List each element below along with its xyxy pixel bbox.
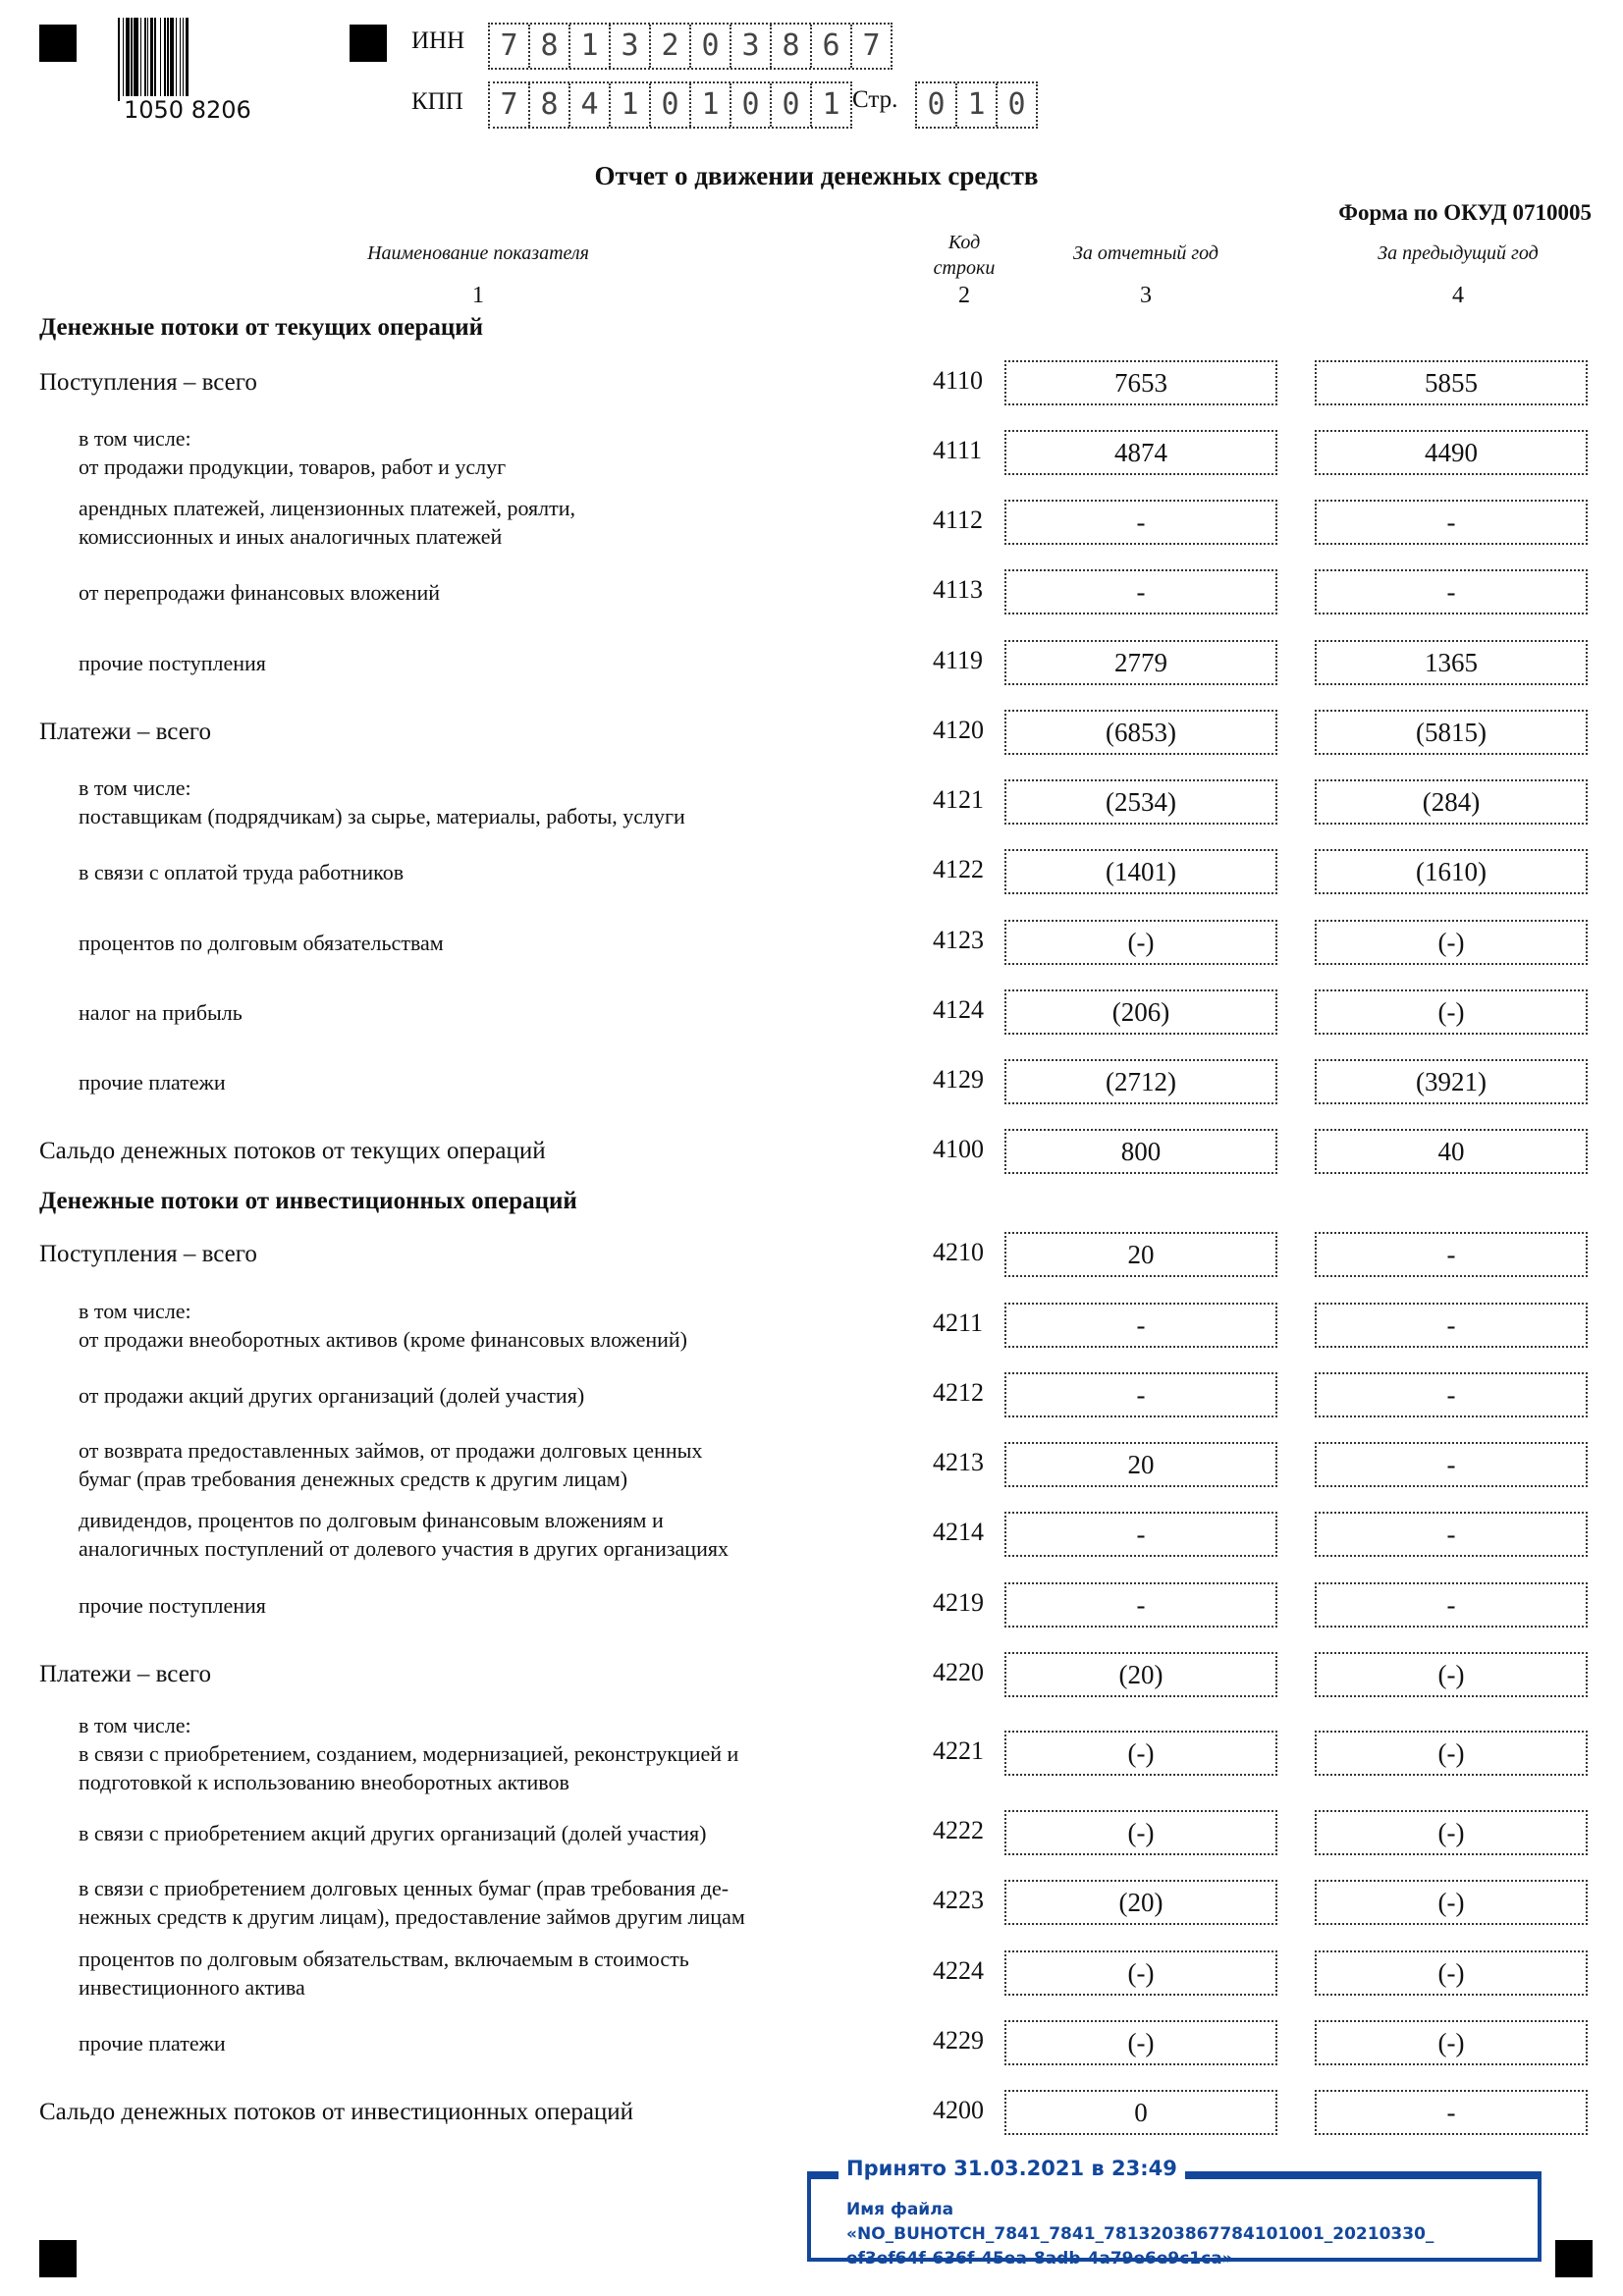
- row-label-line: подготовкой к использованию внеоборотных активов: [79, 1769, 569, 1794]
- row-label-line: прочие платежи: [79, 1069, 226, 1095]
- value-previous-year: -: [1315, 500, 1588, 545]
- value-previous-year: 5855: [1315, 360, 1588, 405]
- digit-cell: 1: [822, 87, 840, 122]
- row-code: 4210: [933, 1238, 984, 1266]
- value-previous-year: (-): [1315, 1880, 1588, 1925]
- section-heading-operating: Денежные потоки от текущих операций: [39, 314, 484, 341]
- row-label: [79, 494, 575, 551]
- digit-cell: 1: [570, 25, 611, 68]
- value-current-year: (-): [1004, 1950, 1277, 1996]
- row-label-line: в том числе:: [79, 426, 191, 451]
- inn-field: [488, 23, 893, 70]
- row-code: 4100: [933, 1135, 984, 1163]
- value-previous-year: -: [1315, 1232, 1588, 1277]
- row-label: [79, 578, 440, 607]
- row-label: [79, 858, 404, 886]
- row-code: 4129: [933, 1065, 984, 1094]
- corner-marker: [39, 25, 77, 62]
- digit-cell: 2: [651, 25, 691, 68]
- value-previous-year: -: [1315, 1582, 1588, 1628]
- digit-cell: 7: [490, 83, 530, 127]
- row-label-line: Платежи – всего: [39, 719, 211, 745]
- row-label-line: инвестиционного актива: [79, 1975, 305, 2000]
- row-label: [79, 929, 444, 957]
- row-label-line: от продажи продукции, товаров, работ и услуг: [79, 454, 507, 479]
- value-current-year: (-): [1004, 1731, 1277, 1776]
- row-label: [39, 718, 211, 747]
- row-label: [79, 1506, 729, 1563]
- row-label-line: в том числе:: [79, 775, 191, 800]
- row-label-line: в том числе:: [79, 1712, 191, 1737]
- row-label-line: в связи с приобретением, созданием, модернизацией, реконструкцией и: [79, 1740, 739, 1766]
- page-label: Стр.: [852, 86, 898, 113]
- column-number: 2: [958, 283, 970, 308]
- barcode-number: 1050 8206: [124, 96, 251, 124]
- row-code: 4119: [933, 646, 984, 674]
- column-number: 1: [472, 283, 484, 308]
- row-code: 4222: [933, 1816, 984, 1844]
- digit-cell: 0: [651, 83, 691, 127]
- value-current-year: (-): [1004, 2020, 1277, 2065]
- value-previous-year: -: [1315, 2090, 1588, 2135]
- digit-cell: 0: [772, 83, 812, 127]
- row-label-line: налог на прибыль: [79, 999, 243, 1025]
- barcode: [118, 18, 214, 101]
- row-code: 4229: [933, 2026, 984, 2055]
- digit-cell: 0: [1007, 87, 1026, 122]
- section-heading-investing: Денежные потоки от инвестиционных операций: [39, 1188, 577, 1214]
- value-previous-year: (5815): [1315, 710, 1588, 755]
- value-previous-year: -: [1315, 569, 1588, 614]
- value-current-year: (-): [1004, 1810, 1277, 1855]
- row-code: 4112: [933, 506, 984, 534]
- row-label: [79, 2029, 226, 2057]
- corner-marker: [350, 25, 387, 62]
- row-label: [39, 368, 257, 398]
- row-code: 4200: [933, 2096, 984, 2124]
- form-code: Форма по ОКУД 0710005: [1338, 200, 1592, 225]
- row-label: [79, 1436, 702, 1493]
- row-label: [79, 424, 506, 481]
- row-label-line: в связи с приобретением долговых ценных бумаг (прав требования де-: [79, 1876, 730, 1900]
- digit-cell: 3: [731, 25, 772, 68]
- value-current-year: 20: [1004, 1232, 1277, 1277]
- value-current-year: -: [1004, 1582, 1277, 1628]
- value-current-year: 2779: [1004, 640, 1277, 685]
- value-previous-year: 40: [1315, 1129, 1588, 1174]
- value-current-year: (20): [1004, 1880, 1277, 1925]
- inn-label: ИНН: [411, 27, 465, 54]
- row-label-line: процентов по долговым обязательствам, включаемым в стоимость: [79, 1947, 689, 1971]
- digit-cell: 1: [691, 83, 731, 127]
- row-code: 4220: [933, 1658, 984, 1686]
- column-header-current-year: За отчетный год: [1072, 242, 1219, 264]
- digit-cell: 0: [691, 25, 731, 68]
- value-current-year: 20: [1004, 1442, 1277, 1487]
- row-label-line: в том числе:: [79, 1299, 191, 1323]
- value-current-year: 7653: [1004, 360, 1277, 405]
- page-number-field: [915, 81, 1038, 129]
- row-label-line: нежных средств к другим лицам), предоставление займов другим лицам: [79, 1904, 745, 1929]
- digit-cell: 7: [490, 25, 530, 68]
- row-code: 4120: [933, 716, 984, 744]
- row-code: 4224: [933, 1956, 984, 1985]
- column-number: 4: [1452, 283, 1464, 308]
- digit-cell: 8: [772, 25, 812, 68]
- row-label-line: Платежи – всего: [39, 1661, 211, 1687]
- value-current-year: (1401): [1004, 849, 1277, 894]
- row-label-line: от возврата предоставленных займов, от продажи долговых ценных: [79, 1438, 703, 1463]
- row-label: [39, 1137, 546, 1166]
- digit-cell: 8: [530, 83, 570, 127]
- row-label: [79, 1819, 706, 1847]
- row-code: 4124: [933, 995, 984, 1024]
- value-current-year: (-): [1004, 920, 1277, 965]
- row-code: 4113: [933, 575, 984, 604]
- value-current-year: -: [1004, 1372, 1277, 1417]
- row-label-line: Поступления – всего: [39, 1241, 257, 1267]
- corner-marker: [1555, 2240, 1593, 2277]
- value-previous-year: (-): [1315, 1731, 1588, 1776]
- row-label-line: Сальдо денежных потоков от инвестиционных операций: [39, 2099, 634, 2125]
- row-label: [79, 1591, 266, 1620]
- row-code: 4111: [933, 436, 983, 464]
- value-previous-year: -: [1315, 1372, 1588, 1417]
- digit-cell: 6: [812, 25, 852, 68]
- row-label-line: в связи с оплатой труда работников: [79, 859, 405, 884]
- row-label: [39, 1660, 211, 1689]
- row-label: [79, 1945, 689, 2002]
- row-label: [79, 1068, 226, 1096]
- value-previous-year: (-): [1315, 1652, 1588, 1697]
- row-label: [39, 2098, 633, 2127]
- digit-cell: 7: [862, 28, 881, 63]
- row-label: [79, 1297, 687, 1354]
- column-number: 3: [1140, 283, 1152, 308]
- digit-cell: 0: [731, 83, 772, 127]
- file-name-line1: Имя файла «NO_BUHOTCH_7841_7841_7813203867784101001_20210330_: [846, 2200, 1434, 2244]
- column-header-code-line2: строки: [933, 257, 996, 279]
- row-label: [79, 1381, 584, 1410]
- row-code: 4122: [933, 855, 984, 883]
- value-previous-year: (-): [1315, 1950, 1588, 1996]
- row-label: [79, 774, 685, 830]
- row-code: 4212: [933, 1378, 984, 1407]
- row-code: 4219: [933, 1588, 984, 1617]
- accepted-timestamp: Принято 31.03.2021 в 23:49: [839, 2157, 1185, 2180]
- row-label: [79, 998, 243, 1027]
- value-previous-year: (284): [1315, 779, 1588, 825]
- row-label: [39, 1240, 257, 1269]
- row-label-line: прочие поступления: [79, 650, 266, 675]
- digit-cell: 1: [611, 83, 651, 127]
- value-current-year: (2534): [1004, 779, 1277, 825]
- row-code: 4211: [933, 1308, 984, 1337]
- row-label-line: Поступления – всего: [39, 369, 257, 396]
- column-header-previous-year: За предыдущий год: [1378, 242, 1539, 264]
- value-previous-year: (-): [1315, 1810, 1588, 1855]
- value-previous-year: -: [1315, 1303, 1588, 1348]
- row-label: [79, 1874, 745, 1931]
- file-name-line2: ef3ef64f-636f-45ea-8adb-4a79e6e9c1ca»: [846, 2249, 1233, 2269]
- row-label-line: от продажи внеоборотных активов (кроме финансовых вложений): [79, 1327, 687, 1352]
- document-title: Отчет о движении денежных средств: [594, 161, 1039, 190]
- value-current-year: -: [1004, 1303, 1277, 1348]
- value-current-year: -: [1004, 569, 1277, 614]
- acceptance-stamp: [807, 2157, 1542, 2269]
- row-label-line: процентов по долговым обязательствам: [79, 930, 444, 955]
- row-label-line: комиссионных и иных аналогичных платежей: [79, 524, 503, 549]
- value-current-year: (2712): [1004, 1059, 1277, 1104]
- value-previous-year: 4490: [1315, 430, 1588, 475]
- row-label-line: прочие поступления: [79, 1592, 266, 1618]
- value-current-year: (206): [1004, 989, 1277, 1035]
- value-current-year: 4874: [1004, 430, 1277, 475]
- row-code: 4123: [933, 926, 984, 954]
- digit-cell: 1: [957, 83, 998, 127]
- value-previous-year: (-): [1315, 2020, 1588, 2065]
- row-code: 4121: [933, 785, 984, 814]
- column-header-name: Наименование показателя: [367, 242, 589, 264]
- value-previous-year: (3921): [1315, 1059, 1588, 1104]
- value-previous-year: -: [1315, 1442, 1588, 1487]
- value-current-year: -: [1004, 500, 1277, 545]
- column-header-code-line1: Код: [947, 232, 981, 253]
- kpp-label: КПП: [411, 88, 463, 115]
- row-code: 4221: [933, 1736, 984, 1765]
- value-current-year: 0: [1004, 2090, 1277, 2135]
- row-label: [79, 649, 266, 677]
- value-previous-year: (1610): [1315, 849, 1588, 894]
- row-label-line: в связи с приобретением акций других организаций (долей участия): [79, 1820, 707, 1845]
- row-label-line: бумаг (прав требования денежных средств к другим лицам): [79, 1467, 628, 1491]
- row-label-line: от перепродажи финансовых вложений: [79, 579, 440, 605]
- digit-cell: 8: [530, 25, 570, 68]
- row-code: 4213: [933, 1448, 984, 1476]
- corner-marker: [39, 2240, 77, 2277]
- row-label: [79, 1711, 738, 1796]
- digit-cell: 3: [611, 25, 651, 68]
- value-current-year: (6853): [1004, 710, 1277, 755]
- value-current-year: -: [1004, 1512, 1277, 1557]
- row-label-line: прочие платежи: [79, 2030, 226, 2056]
- row-code: 4223: [933, 1886, 984, 1914]
- row-code: 4214: [933, 1518, 984, 1546]
- barcode-bar: [186, 18, 189, 101]
- value-current-year: (20): [1004, 1652, 1277, 1697]
- value-previous-year: -: [1315, 1512, 1588, 1557]
- row-label-line: от продажи акций других организаций (долей участия): [79, 1382, 585, 1408]
- kpp-field: [488, 81, 852, 129]
- digit-cell: 4: [570, 83, 611, 127]
- row-label-line: аналогичных поступлений от долевого участия в других организациях: [79, 1536, 729, 1561]
- row-label-line: арендных платежей, лицензионных платежей, роялти,: [79, 496, 576, 520]
- value-current-year: 800: [1004, 1129, 1277, 1174]
- row-code: 4110: [933, 366, 984, 395]
- file-name: [846, 2198, 1534, 2271]
- value-previous-year: (-): [1315, 989, 1588, 1035]
- row-label-line: Сальдо денежных потоков от текущих операций: [39, 1138, 546, 1164]
- value-previous-year: (-): [1315, 920, 1588, 965]
- value-previous-year: 1365: [1315, 640, 1588, 685]
- row-label-line: поставщикам (подрядчикам) за сырье, материалы, работы, услуги: [79, 804, 685, 828]
- digit-cell: 0: [917, 83, 957, 127]
- row-label-line: дивидендов, процентов по долговым финансовым вложениям и: [79, 1508, 664, 1532]
